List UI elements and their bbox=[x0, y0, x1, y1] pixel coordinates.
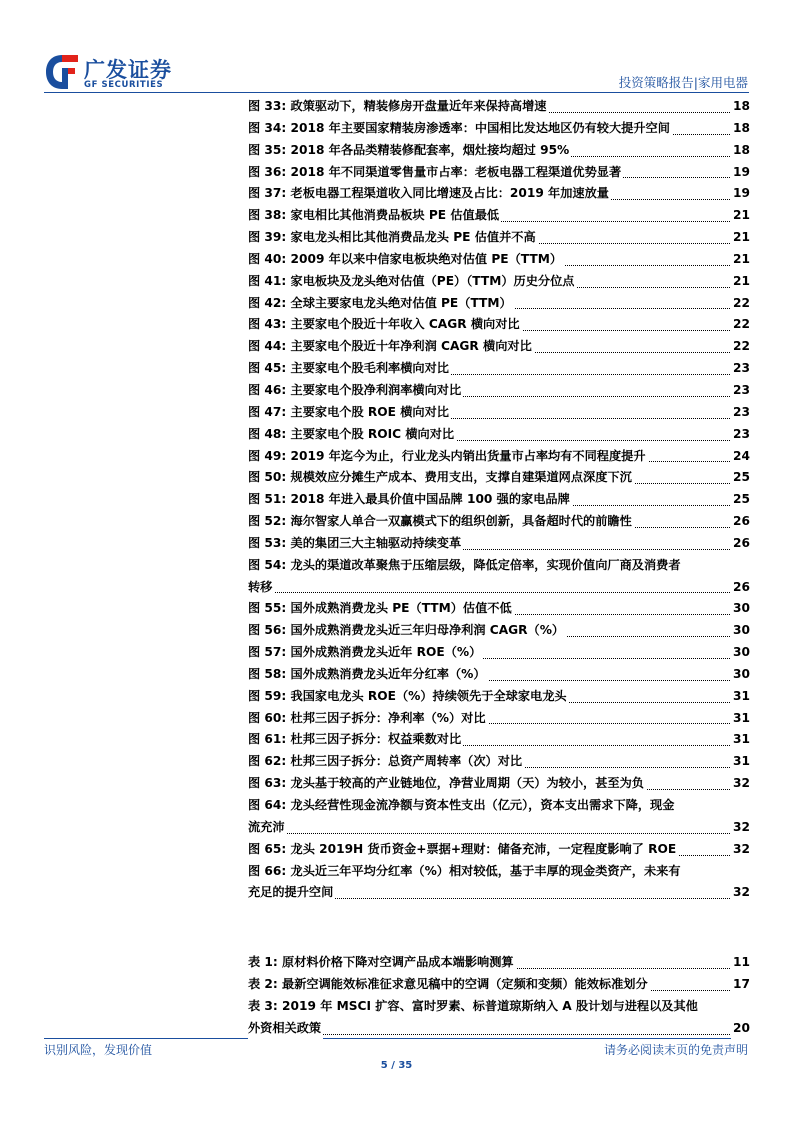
footer-slogan: 识别风险，发现价值 bbox=[44, 1043, 153, 1057]
figure-entry-page: 18 bbox=[731, 96, 750, 118]
figure-entry[interactable] bbox=[248, 773, 750, 795]
figure-entry-page: 32 bbox=[731, 839, 750, 861]
figure-entry-label: 图 55: 国外成熟消费龙头 PE（TTM）估值不低 bbox=[248, 598, 514, 620]
figure-entry-page: 23 bbox=[731, 402, 750, 424]
figure-entry-label-cont: 流充沛 bbox=[248, 817, 287, 839]
figure-entry[interactable] bbox=[248, 293, 750, 315]
figure-entry-label: 图 50: 规模效应分摊生产成本、费用支出，支撑自建渠道网点深度下沉 bbox=[248, 467, 634, 489]
figure-entry-page: 22 bbox=[731, 293, 750, 315]
figure-entry-page: 30 bbox=[731, 642, 750, 664]
figure-entry[interactable] bbox=[248, 96, 750, 118]
figure-entry-page: 30 bbox=[731, 598, 750, 620]
figure-entry-label: 图 59: 我国家电龙头 ROE（%）持续领先于全球家电龙头 bbox=[248, 686, 569, 708]
figure-entry-label: 图 45: 主要家电个股毛利率横向对比 bbox=[248, 358, 451, 380]
figure-entry-page: 26 bbox=[731, 577, 750, 599]
figure-entry[interactable] bbox=[248, 205, 750, 227]
figure-entry-label: 图 48: 主要家电个股 ROIC 横向对比 bbox=[248, 424, 456, 446]
figure-entry[interactable] bbox=[248, 751, 750, 773]
figure-entry[interactable] bbox=[248, 162, 750, 184]
figure-entry[interactable] bbox=[248, 227, 750, 249]
table-entry[interactable] bbox=[248, 974, 750, 996]
brand-name-en: GF SECURITIES bbox=[84, 80, 164, 90]
figure-entry-continuation[interactable] bbox=[248, 817, 750, 839]
figure-entry-page: 31 bbox=[731, 729, 750, 751]
figure-entry-page: 18 bbox=[731, 118, 750, 140]
figure-entry-label: 图 66: 龙头近三年平均分红率（%）相对较低，基于丰厚的现金类资产，未来有 bbox=[248, 861, 683, 883]
figure-entry[interactable] bbox=[248, 424, 750, 446]
figure-entry-label: 图 54: 龙头的渠道改革聚焦于压缩层级，降低定倍率，实现价值向厂商及消费者 bbox=[248, 555, 683, 577]
figure-entry-page: 21 bbox=[731, 227, 750, 249]
figure-entry-label: 图 44: 主要家电个股近十年净利润 CAGR 横向对比 bbox=[248, 336, 534, 358]
figure-entry[interactable] bbox=[248, 446, 750, 468]
figure-entry-page: 19 bbox=[731, 162, 750, 184]
figure-entry-page: 26 bbox=[731, 533, 750, 555]
figure-entry-page: 31 bbox=[731, 751, 750, 773]
table-entry-label-cont: 外资相关政策 bbox=[248, 1018, 323, 1040]
page-number: 5 / 35 bbox=[380, 1060, 413, 1071]
figure-entry[interactable] bbox=[248, 708, 750, 730]
figure-entry[interactable] bbox=[248, 642, 750, 664]
figure-entry[interactable] bbox=[248, 729, 750, 751]
figure-entry-page: 23 bbox=[731, 380, 750, 402]
figure-entry-label: 图 53: 美的集团三大主轴驱动持续变革 bbox=[248, 533, 463, 555]
figure-entry-label: 图 40: 2009 年以来中信家电板块绝对估值 PE（TTM） bbox=[248, 249, 564, 271]
figure-entry-page: 31 bbox=[731, 708, 750, 730]
figure-entry[interactable] bbox=[248, 183, 750, 205]
figure-entry[interactable] bbox=[248, 402, 750, 424]
figure-entry-label: 图 35: 2018 年各品类精装修配套率，烟灶接均超过 95% bbox=[248, 140, 571, 162]
figure-entry-label: 图 63: 龙头基于较高的产业链地位，净营业周期（天）为较小，甚至为负 bbox=[248, 773, 646, 795]
figure-entry-label: 图 37: 老板电器工程渠道收入同比增速及占比：2019 年加速放量 bbox=[248, 183, 611, 205]
table-entry-label: 表 2: 最新空调能效标准征求意见稿中的空调（定频和变频）能效标准划分 bbox=[248, 974, 650, 996]
footer-divider bbox=[44, 1038, 749, 1039]
section-spacer bbox=[248, 904, 750, 952]
figure-entry-label: 图 34: 2018 年主要国家精装房渗透率：中国相比发达地区仍有较大提升空间 bbox=[248, 118, 672, 140]
figure-entry-page: 25 bbox=[731, 489, 750, 511]
footer-disclaimer: 请务必阅读末页的免责声明 bbox=[603, 1043, 748, 1057]
figure-entry[interactable] bbox=[248, 795, 750, 817]
figure-entry-label: 图 58: 国外成熟消费龙头近年分红率（%） bbox=[248, 664, 488, 686]
figure-entry-label: 图 47: 主要家电个股 ROE 横向对比 bbox=[248, 402, 451, 424]
table-entry[interactable] bbox=[248, 952, 750, 974]
table-entry-page: 20 bbox=[731, 1018, 750, 1040]
figure-entry[interactable] bbox=[248, 489, 750, 511]
figure-entry[interactable] bbox=[248, 314, 750, 336]
figure-entry-page: 31 bbox=[731, 686, 750, 708]
figure-entry-label: 图 52: 海尔智家人单合一双赢模式下的组织创新，具备超时代的前瞻性 bbox=[248, 511, 634, 533]
figure-entry[interactable] bbox=[248, 598, 750, 620]
figure-entry[interactable] bbox=[248, 555, 750, 577]
figure-entry[interactable] bbox=[248, 249, 750, 271]
figure-entry[interactable] bbox=[248, 358, 750, 380]
figure-entry-label: 图 46: 主要家电个股净利润率横向对比 bbox=[248, 380, 463, 402]
figure-entry-page: 18 bbox=[731, 140, 750, 162]
figure-entry-page: 23 bbox=[731, 358, 750, 380]
figure-entry-page: 21 bbox=[731, 249, 750, 271]
figure-entry-page: 19 bbox=[731, 183, 750, 205]
figure-entry-page: 32 bbox=[731, 882, 750, 904]
figure-entry-page: 30 bbox=[731, 620, 750, 642]
table-entry-label: 表 1: 原材料价格下降对空调产品成本端影响测算 bbox=[248, 952, 516, 974]
dot-leader bbox=[248, 833, 750, 834]
table-entry-label: 表 3: 2019 年 MSCI 扩容、富时罗素、标普道琼斯纳入 A 股计划与进程以及其他 bbox=[248, 996, 700, 1018]
figure-entry-page: 32 bbox=[731, 817, 750, 839]
figure-entry-label: 图 49: 2019 年迄今为止，行业龙头内销出货量市占率均有不同程度提升 bbox=[248, 446, 648, 468]
figure-entry[interactable] bbox=[248, 140, 750, 162]
figure-entry-label: 图 61: 杜邦三因子拆分：权益乘数对比 bbox=[248, 729, 463, 751]
table-entry-page: 17 bbox=[731, 974, 750, 996]
figure-entry-label-cont: 转移 bbox=[248, 577, 274, 599]
dot-leader bbox=[248, 1034, 750, 1035]
figure-entry[interactable] bbox=[248, 686, 750, 708]
figure-entry-label: 图 36: 2018 年不同渠道零售量市占率：老板电器工程渠道优势显著 bbox=[248, 162, 623, 184]
brand-logo bbox=[44, 52, 174, 94]
figure-entry-label: 图 41: 家电板块及龙头绝对估值（PE）（TTM）历史分位点 bbox=[248, 271, 576, 293]
figure-entry[interactable] bbox=[248, 533, 750, 555]
figure-entry-label: 图 56: 国外成熟消费龙头近三年归母净利润 CAGR（%） bbox=[248, 620, 566, 642]
figure-entry-label: 图 33: 政策驱动下，精装修房开盘量近年来保持高增速 bbox=[248, 96, 548, 118]
figure-entry-page: 30 bbox=[731, 664, 750, 686]
figure-entry[interactable] bbox=[248, 380, 750, 402]
figure-entry-page: 21 bbox=[731, 271, 750, 293]
figure-entry-page: 25 bbox=[731, 467, 750, 489]
figure-entry[interactable] bbox=[248, 511, 750, 533]
figure-entry-page: 32 bbox=[731, 773, 750, 795]
figure-entry-label-cont: 充足的提升空间 bbox=[248, 882, 335, 904]
figure-entry-page: 22 bbox=[731, 336, 750, 358]
figure-entry-page: 26 bbox=[731, 511, 750, 533]
figure-entry[interactable] bbox=[248, 271, 750, 293]
figure-entry-label: 图 38: 家电相比其他消费品板块 PE 估值最低 bbox=[248, 205, 501, 227]
figure-entry[interactable] bbox=[248, 336, 750, 358]
figure-entry-label: 图 57: 国外成熟消费龙头近年 ROE（%） bbox=[248, 642, 483, 664]
figure-entry-label: 图 64: 龙头经营性现金流净额与资本性支出（亿元），资本支出需求下降，现金 bbox=[248, 795, 676, 817]
header-divider bbox=[44, 92, 749, 93]
figure-entry[interactable] bbox=[248, 620, 750, 642]
report-type: 投资策略报告|家用电器 bbox=[618, 75, 748, 90]
table-entry-continuation[interactable] bbox=[248, 1018, 750, 1040]
figure-entry-page: 21 bbox=[731, 205, 750, 227]
figure-entry-label: 图 43: 主要家电个股近十年收入 CAGR 横向对比 bbox=[248, 314, 522, 336]
figure-entry-page: 23 bbox=[731, 424, 750, 446]
table-of-contents bbox=[248, 96, 750, 1040]
figure-entry-continuation[interactable] bbox=[248, 882, 750, 904]
figure-entry[interactable] bbox=[248, 839, 750, 861]
figure-entry[interactable] bbox=[248, 664, 750, 686]
figure-entry-label: 图 42: 全球主要家电龙头绝对估值 PE（TTM） bbox=[248, 293, 514, 315]
figure-entry-continuation[interactable] bbox=[248, 577, 750, 599]
figure-entry-page: 24 bbox=[731, 446, 750, 468]
dot-leader bbox=[248, 592, 750, 593]
figure-entry-label: 图 51: 2018 年进入最具价值中国品牌 100 强的家电品牌 bbox=[248, 489, 572, 511]
figure-entry[interactable] bbox=[248, 118, 750, 140]
figure-entry[interactable] bbox=[248, 467, 750, 489]
figure-entry[interactable] bbox=[248, 861, 750, 883]
figure-entry-label: 图 60: 杜邦三因子拆分：净利率（%）对比 bbox=[248, 708, 488, 730]
figure-entry-label: 图 62: 杜邦三因子拆分：总资产周转率（次）对比 bbox=[248, 751, 524, 773]
table-entry-page: 11 bbox=[731, 952, 750, 974]
gf-logo-icon bbox=[44, 52, 80, 92]
figure-entry-label: 图 39: 家电龙头相比其他消费品龙头 PE 估值并不高 bbox=[248, 227, 538, 249]
table-entry[interactable] bbox=[248, 996, 750, 1018]
figure-entry-label: 图 65: 龙头 2019H 货币资金+票据+理财：储备充沛，一定程度影响了 ROE bbox=[248, 839, 678, 861]
page-header bbox=[0, 0, 793, 100]
figure-entry-page: 22 bbox=[731, 314, 750, 336]
brand-name-cn: 广发证券 bbox=[84, 58, 172, 82]
